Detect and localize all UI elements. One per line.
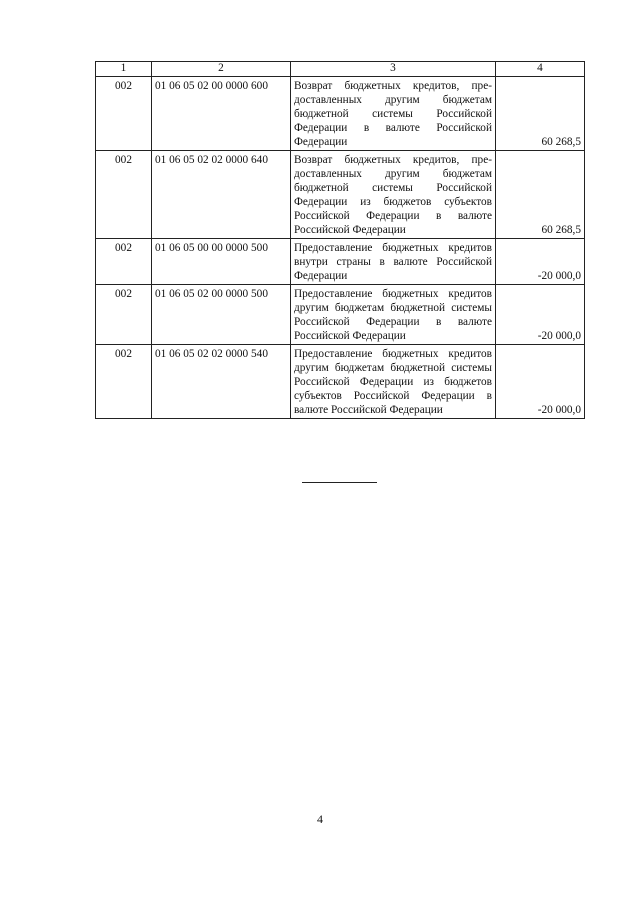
- table-row: [96, 77, 585, 151]
- page-number: 4: [317, 812, 323, 826]
- admin-code-cell: 002: [96, 77, 152, 151]
- table-row: [96, 239, 585, 285]
- description-cell: Предоставление бюджетных кредитов другим бюджетам бюджетной системы Российской Федерации из бюджетов субъектов Российской Федерации в валюте Российской Федерации: [291, 345, 496, 419]
- kbk-code-cell: 01 06 05 02 00 0000 600: [152, 77, 291, 151]
- description-cell: Предоставление бюджетных кредитов внутри страны в валюте Российской Федерации: [291, 239, 496, 285]
- amount-cell: -20 000,0: [496, 239, 585, 285]
- amount-cell: -20 000,0: [496, 345, 585, 419]
- column-number-3: 3: [291, 62, 496, 77]
- admin-code-cell: 002: [96, 285, 152, 345]
- table-header: [96, 62, 585, 77]
- table-body: [96, 77, 585, 419]
- budget-sources-table: [95, 61, 585, 419]
- description-cell: Предоставление бюджетных кредитов другим бюджетам бюджетной системы Российской Федерации в валюте Российской Федерации: [291, 285, 496, 345]
- admin-code-cell: 002: [96, 345, 152, 419]
- kbk-code-cell: 01 06 05 02 02 0000 540: [152, 345, 291, 419]
- description-cell: Возврат бюджетных кредитов, предоставленных другим бюджетам бюджетной системы Российской Федерации в валюте Российской Федерации: [291, 77, 496, 151]
- kbk-code-cell: 01 06 05 02 00 0000 500: [152, 285, 291, 345]
- table-row: [96, 151, 585, 239]
- column-number-1: 1: [96, 62, 152, 77]
- table-row: [96, 285, 585, 345]
- kbk-code-cell: 01 06 05 02 02 0000 640: [152, 151, 291, 239]
- end-of-table-divider: [302, 482, 377, 483]
- amount-cell: 60 268,5: [496, 151, 585, 239]
- amount-cell: 60 268,5: [496, 77, 585, 151]
- admin-code-cell: 002: [96, 151, 152, 239]
- amount-cell: -20 000,0: [496, 285, 585, 345]
- column-number-4: 4: [496, 62, 585, 77]
- description-cell: Возврат бюджетных кредитов, предоставленных другим бюджетам бюджетной системы Российской Федерации из бюджетов субъектов Российской Федерации в валюте Российской Федерации: [291, 151, 496, 239]
- admin-code-cell: 002: [96, 239, 152, 285]
- table-header-row: [96, 62, 585, 77]
- column-number-2: 2: [152, 62, 291, 77]
- table-row: [96, 345, 585, 419]
- kbk-code-cell: 01 06 05 00 00 0000 500: [152, 239, 291, 285]
